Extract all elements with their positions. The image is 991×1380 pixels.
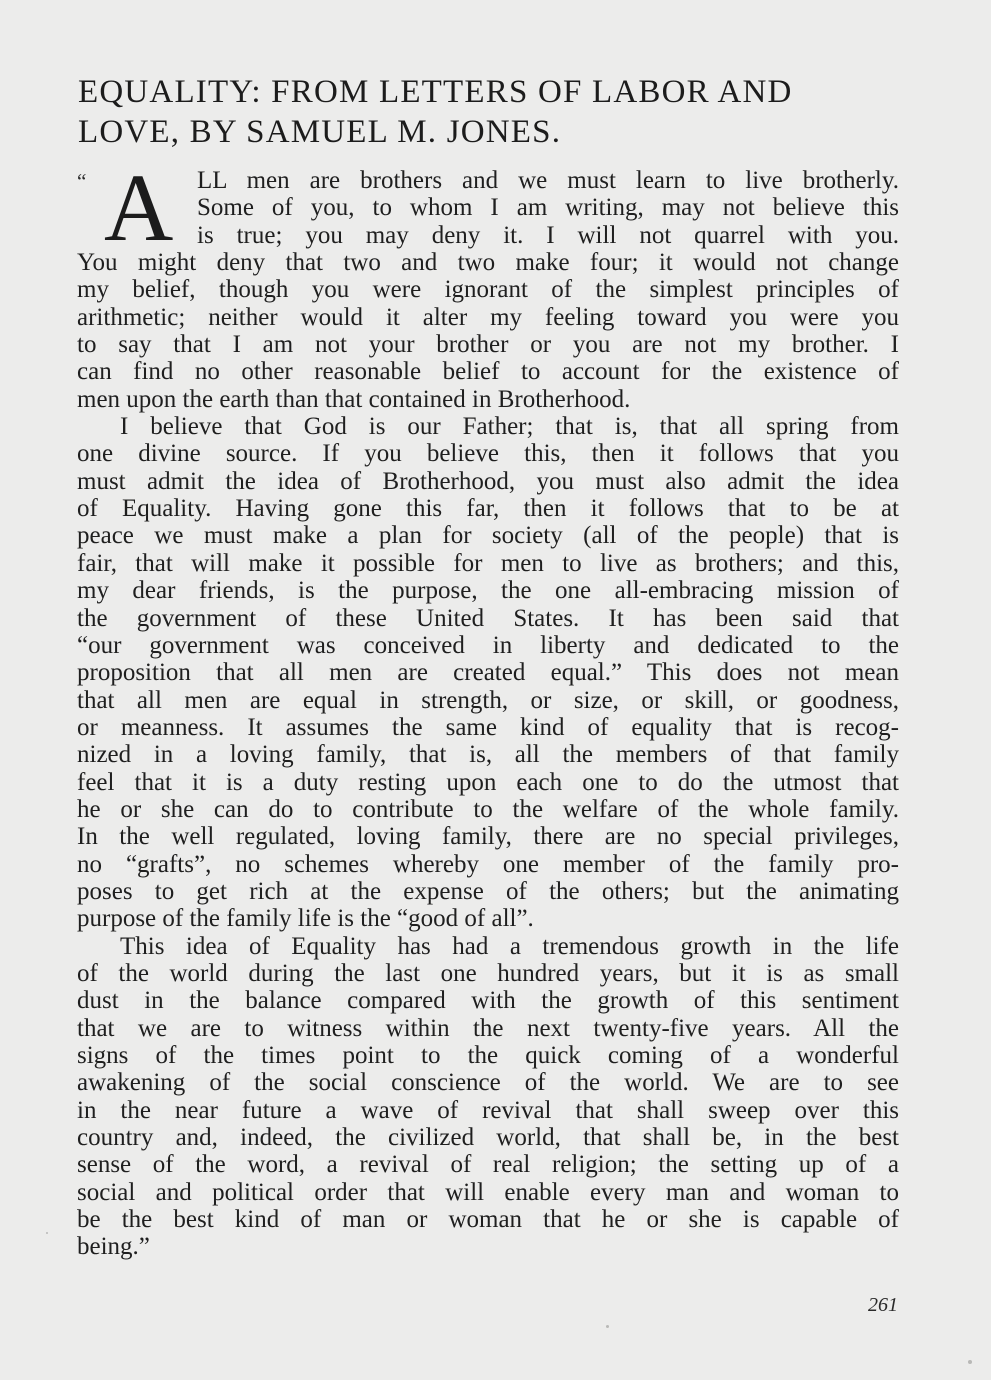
- text-line: to say that I am not your brother or you are not my brother. I: [77, 331, 899, 359]
- text-line: country and, indeed, the civilized world, that shall be, in the best: [77, 1124, 899, 1152]
- text-line: he or she can do to contribute to the welfare of the whole family.: [77, 795, 899, 823]
- text-line: can find no other reasonable belief to account for the existence of: [77, 358, 899, 386]
- text-line: must admit the idea of Brotherhood, you must also admit the idea: [77, 467, 899, 495]
- text-line: peace we must make a plan for society (all of the people) that is: [77, 522, 899, 550]
- opening-quote-mark: “: [77, 169, 89, 193]
- text-line: is true; you may deny it. I will not quarrel with you.: [197, 221, 899, 249]
- text-line: nized in a loving family, that is, all the members of that family: [77, 741, 899, 769]
- page-number: 261: [868, 1294, 898, 1316]
- text-line: the government of these United States. It has been said that: [77, 604, 899, 632]
- text-line: I believe that God is our Father; that is, that all spring from: [120, 413, 899, 441]
- text-line: in the near future a wave of revival that shall sweep over this: [77, 1096, 899, 1124]
- title-line-2: LOVE, BY SAMUEL M. JONES.: [78, 114, 562, 150]
- drop-cap: A: [104, 154, 174, 261]
- text-line: signs of the times point to the quick coming of a wonderful: [77, 1042, 899, 1069]
- text-line: that we are to witness within the next twenty-five years. All the: [77, 1014, 899, 1042]
- text-line: LL men are brothers and we must learn to live brotherly.: [197, 167, 899, 194]
- article-body: [77, 167, 899, 1261]
- text-line: my belief, though you were ignorant of the simplest principles of: [77, 276, 899, 304]
- text-line: one divine source. If you believe this, then it follows that you: [77, 440, 899, 468]
- text-line: no “grafts”, no schemes whereby one member of the family pro-: [77, 850, 899, 878]
- text-line: sense of the word, a revival of real religion; the setting up of a: [77, 1151, 899, 1179]
- title-line-1: EQUALITY: FROM LETTERS OF LABOR AND: [78, 74, 793, 110]
- paper-speck: [606, 1325, 609, 1328]
- text-line: social and political order that will enable every man and woman to: [77, 1178, 899, 1206]
- text-line: purpose of the family life is the “good of all”.: [77, 905, 534, 933]
- text-line: “our government was conceived in liberty and dedicated to the: [77, 631, 899, 659]
- text-line: being.”: [77, 1233, 150, 1261]
- text-line: men upon the earth than that contained in Brotherhood.: [77, 385, 631, 413]
- text-line: feel that it is a duty resting upon each one to do the utmost that: [77, 768, 899, 796]
- text-line: my dear friends, is the purpose, the one all-embracing mission of: [77, 577, 899, 605]
- text-line: You might deny that two and two make four; it would not change: [77, 249, 899, 277]
- text-line: poses to get rich at the expense of the others; but the animating: [77, 877, 899, 905]
- text-line: This idea of Equality has had a tremendous growth in the life: [120, 932, 899, 960]
- paper-speck: [968, 1360, 972, 1364]
- text-line: be the best kind of man or woman that he or she is capable of: [77, 1206, 899, 1234]
- text-line: that all men are equal in strength, or size, or skill, or goodness,: [77, 686, 899, 714]
- text-line: In the well regulated, loving family, there are no special privileges,: [77, 823, 899, 851]
- text-line: of the world during the last one hundred years, but it is as small: [77, 959, 899, 987]
- text-line: Some of you, to whom I am writing, may not believe this: [197, 194, 899, 222]
- text-line: dust in the balance compared with the growth of this sentiment: [77, 987, 899, 1015]
- text-line: of Equality. Having gone this far, then it follows that to be at: [77, 495, 899, 523]
- text-line: proposition that all men are created equal.” This does not mean: [77, 659, 899, 687]
- text-line: arithmetic; neither would it alter my feeling toward you were you: [77, 303, 899, 331]
- text-line: fair, that will make it possible for men to live as brothers; and this,: [77, 549, 899, 577]
- text-line: or meanness. It assumes the same kind of equality that is recog-: [77, 713, 899, 741]
- paper-speck: [46, 1232, 48, 1234]
- text-line: awakening of the social conscience of the world. We are to see: [77, 1069, 899, 1097]
- article-title: [78, 72, 908, 152]
